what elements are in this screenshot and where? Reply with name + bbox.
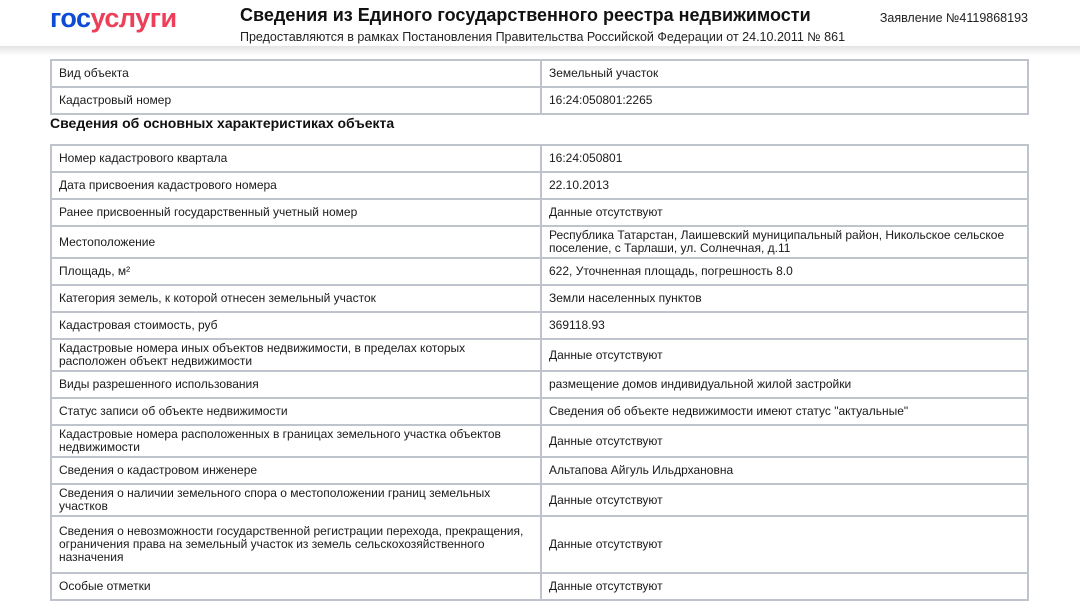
object-table xyxy=(50,59,1029,115)
row-value: Данные отсутствуют xyxy=(541,339,1028,371)
table-row xyxy=(51,371,1028,398)
table-row xyxy=(51,398,1028,425)
row-label: Кадастровые номера расположенных в границах земельного участка объектов недвижимости xyxy=(51,425,541,457)
table-row xyxy=(51,145,1028,172)
row-value: размещение домов индивидуальной жилой застройки xyxy=(541,371,1028,398)
row-value: Альтапова Айгуль Ильдрхановна xyxy=(541,457,1028,484)
row-label: Кадастровый номер xyxy=(51,87,541,114)
row-label: Номер кадастрового квартала xyxy=(51,145,541,172)
table-row xyxy=(51,172,1028,199)
table-row xyxy=(51,573,1028,600)
object-table-body xyxy=(51,60,1028,114)
row-label: Вид объекта xyxy=(51,60,541,87)
row-value: 22.10.2013 xyxy=(541,172,1028,199)
request-number: Заявление №4119868193 xyxy=(879,11,1028,25)
row-value: 16:24:050801:2265 xyxy=(541,87,1028,114)
row-label: Кадастровая стоимость, руб xyxy=(51,312,541,339)
document-subtitle: Предоставляются в рамках Постановления Правительства Российской Федерации от 24.10.2011 № 861 xyxy=(240,30,846,44)
section-title: Сведения об основных характеристиках объекта xyxy=(50,115,395,131)
table-row xyxy=(51,87,1028,114)
row-label: Площадь, м² xyxy=(51,258,541,285)
table-row xyxy=(51,312,1028,339)
table-row xyxy=(51,226,1028,258)
table-row xyxy=(51,285,1028,312)
row-label: Статус записи об объекте недвижимости xyxy=(51,398,541,425)
table-row xyxy=(51,199,1028,226)
row-value: Данные отсутствуют xyxy=(541,425,1028,457)
document-header xyxy=(0,0,1080,46)
row-label: Дата присвоения кадастрового номера xyxy=(51,172,541,199)
row-value: 622, Уточненная площадь, погрешность 8.0 xyxy=(541,258,1028,285)
row-value: Республика Татарстан, Лаишевский муниципальный район, Никольское сельское поселение, с Тарлаши, ул. Солнечная, д.11 xyxy=(541,226,1028,258)
characteristics-table-body xyxy=(51,145,1028,600)
table-row xyxy=(51,425,1028,457)
logo-text-uslugi: услуги xyxy=(90,3,177,33)
row-value: Данные отсутствуют xyxy=(541,516,1028,573)
logo-text-gos: гос xyxy=(50,3,91,33)
table-row xyxy=(51,484,1028,516)
document-title: Сведения из Единого государственного реестра недвижимости xyxy=(240,5,811,25)
table-row xyxy=(51,339,1028,371)
gosuslugi-logo[interactable] xyxy=(50,3,177,34)
row-value: Земли населенных пунктов xyxy=(541,285,1028,312)
row-value: Данные отсутствуют xyxy=(541,484,1028,516)
row-value: Данные отсутствуют xyxy=(541,199,1028,226)
table-row xyxy=(51,258,1028,285)
row-label: Виды разрешенного использования xyxy=(51,371,541,398)
table-row xyxy=(51,516,1028,573)
row-value: Земельный участок xyxy=(541,60,1028,87)
table-row xyxy=(51,457,1028,484)
row-label: Сведения о наличии земельного спора о местоположении границ земельных участков xyxy=(51,484,541,516)
header-divider xyxy=(0,46,1080,56)
row-label: Сведения о невозможности государственной регистрации перехода, прекращения, ограничения права на земельный участок из земель сельскохозяйственного назначения xyxy=(51,516,541,573)
characteristics-table xyxy=(50,144,1029,601)
row-label: Сведения о кадастровом инженере xyxy=(51,457,541,484)
row-value: Данные отсутствуют xyxy=(541,573,1028,600)
row-label: Кадастровые номера иных объектов недвижимости, в пределах которых расположен объект недвижимости xyxy=(51,339,541,371)
row-value: 16:24:050801 xyxy=(541,145,1028,172)
row-label: Категория земель, к которой отнесен земельный участок xyxy=(51,285,541,312)
row-label: Ранее присвоенный государственный учетный номер xyxy=(51,199,541,226)
row-value: 369118.93 xyxy=(541,312,1028,339)
row-label: Особые отметки xyxy=(51,573,541,600)
row-value: Сведения об объекте недвижимости имеют статус "актуальные" xyxy=(541,398,1028,425)
table-row xyxy=(51,60,1028,87)
row-label: Местоположение xyxy=(51,226,541,258)
